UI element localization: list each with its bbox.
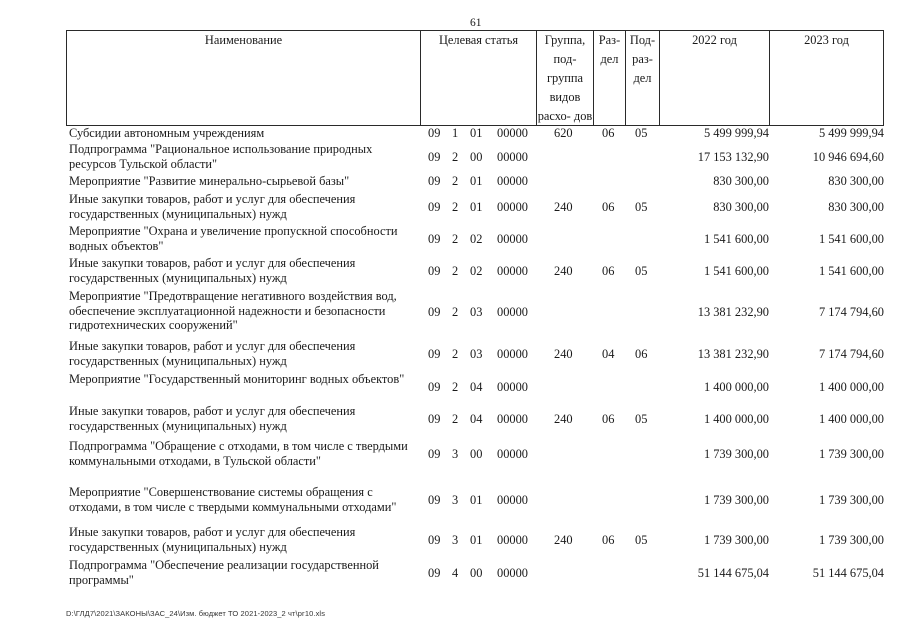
target-program: 09 bbox=[428, 174, 441, 188]
razdel-code: 04 bbox=[602, 347, 615, 361]
header-target-text: Целевая статья bbox=[438, 33, 519, 47]
row-name: Иные закупки товаров, работ и услуг для обеспечения государственных (муниципальных) нужд bbox=[69, 404, 356, 433]
value-2023: 7 174 794,60 bbox=[818, 305, 884, 319]
target-activity: 02 bbox=[470, 264, 483, 278]
value-2023: 7 174 794,60 bbox=[818, 347, 884, 361]
target-subprogram: 2 bbox=[452, 264, 459, 278]
target-activity: 00 bbox=[470, 447, 483, 461]
podrazdel-code: 05 bbox=[635, 126, 648, 140]
target-activity: 04 bbox=[470, 412, 483, 426]
target-subprogram: 2 bbox=[452, 380, 459, 394]
value-2022: 830 300,00 bbox=[713, 200, 769, 214]
header-group bbox=[536, 30, 593, 126]
row-name: Мероприятие "Государственный мониторинг водных объектов" bbox=[69, 372, 405, 386]
value-2022: 1 400 000,00 bbox=[703, 380, 769, 394]
value-2023: 10 946 694,60 bbox=[812, 150, 884, 164]
header-name bbox=[66, 30, 420, 126]
target-subprogram: 1 bbox=[452, 126, 459, 140]
target-program: 09 bbox=[428, 380, 441, 394]
row-name: Подпрограмма "Рациональное использование природных ресурсов Тульской области" bbox=[69, 142, 373, 171]
value-2022: 17 153 132,90 bbox=[697, 150, 769, 164]
target-subprogram: 2 bbox=[452, 412, 459, 426]
row-name: Подпрограмма "Обращение с отходами, в том числе с твердыми коммунальными отходами, в Тульской области" bbox=[69, 439, 408, 468]
target-direction: 00000 bbox=[497, 447, 528, 461]
header-podrazdel-text: Под- раз- дел bbox=[629, 33, 656, 85]
target-activity: 00 bbox=[470, 566, 483, 580]
value-2022: 1 739 300,00 bbox=[703, 447, 769, 461]
target-direction: 00000 bbox=[497, 264, 528, 278]
header-target bbox=[420, 30, 536, 126]
row-name: Мероприятие "Совершенствование системы обращения с отходами, в том числе с твердыми коммунальными отходами" bbox=[69, 485, 397, 514]
row-name: Иные закупки товаров, работ и услуг для обеспечения государственных (муниципальных) нужд bbox=[69, 339, 356, 368]
target-program: 09 bbox=[428, 493, 441, 507]
target-direction: 00000 bbox=[497, 566, 528, 580]
target-subprogram: 2 bbox=[452, 347, 459, 361]
group-code: 240 bbox=[554, 533, 573, 547]
target-subprogram: 2 bbox=[452, 174, 459, 188]
value-2023: 51 144 675,04 bbox=[812, 566, 884, 580]
target-direction: 00000 bbox=[497, 533, 528, 547]
target-program: 09 bbox=[428, 566, 441, 580]
target-subprogram: 2 bbox=[452, 305, 459, 319]
value-2022: 1 739 300,00 bbox=[703, 493, 769, 507]
target-subprogram: 3 bbox=[452, 493, 459, 507]
podrazdel-code: 06 bbox=[635, 347, 648, 361]
value-2022: 13 381 232,90 bbox=[697, 347, 769, 361]
value-2022: 1 541 600,00 bbox=[703, 232, 769, 246]
target-program: 09 bbox=[428, 232, 441, 246]
value-2022: 51 144 675,04 bbox=[697, 566, 769, 580]
target-activity: 00 bbox=[470, 150, 483, 164]
podrazdel-code: 05 bbox=[635, 264, 648, 278]
header-2023 bbox=[769, 30, 884, 126]
target-program: 09 bbox=[428, 533, 441, 547]
row-name: Субсидии автономным учреждениям bbox=[69, 126, 265, 140]
value-2023: 830 300,00 bbox=[828, 174, 884, 188]
target-subprogram: 3 bbox=[452, 533, 459, 547]
target-direction: 00000 bbox=[497, 174, 528, 188]
page-number: 61 bbox=[470, 17, 482, 29]
target-activity: 01 bbox=[470, 174, 483, 188]
value-2023: 1 400 000,00 bbox=[818, 380, 884, 394]
value-2023: 5 499 999,94 bbox=[818, 126, 884, 140]
value-2023: 1 400 000,00 bbox=[818, 412, 884, 426]
header-2023-text: 2023 год bbox=[804, 33, 849, 47]
group-code: 240 bbox=[554, 264, 573, 278]
value-2022: 13 381 232,90 bbox=[697, 305, 769, 319]
header-group-text: Группа, под- группа видов расхо- дов bbox=[537, 33, 593, 123]
row-name: Иные закупки товаров, работ и услуг для обеспечения государственных (муниципальных) нужд bbox=[69, 256, 356, 285]
target-subprogram: 3 bbox=[452, 447, 459, 461]
header-razdel bbox=[593, 30, 625, 126]
razdel-code: 06 bbox=[602, 533, 615, 547]
value-2023: 1 739 300,00 bbox=[818, 447, 884, 461]
value-2022: 1 739 300,00 bbox=[703, 533, 769, 547]
target-direction: 00000 bbox=[497, 412, 528, 426]
target-direction: 00000 bbox=[497, 380, 528, 394]
target-subprogram: 2 bbox=[452, 200, 459, 214]
value-2023: 1 541 600,00 bbox=[818, 264, 884, 278]
target-program: 09 bbox=[428, 347, 441, 361]
target-direction: 00000 bbox=[497, 126, 528, 140]
target-subprogram: 2 bbox=[452, 150, 459, 164]
target-activity: 01 bbox=[470, 126, 483, 140]
target-activity: 01 bbox=[470, 200, 483, 214]
podrazdel-code: 05 bbox=[635, 533, 648, 547]
row-name: Подпрограмма "Обеспечение реализации государственной программы" bbox=[69, 558, 379, 587]
target-program: 09 bbox=[428, 200, 441, 214]
razdel-code: 06 bbox=[602, 412, 615, 426]
value-2022: 1 541 600,00 bbox=[703, 264, 769, 278]
target-program: 09 bbox=[428, 305, 441, 319]
group-code: 240 bbox=[554, 347, 573, 361]
row-name: Мероприятие "Развитие минерально-сырьевой базы" bbox=[69, 174, 350, 188]
target-program: 09 bbox=[428, 412, 441, 426]
target-program: 09 bbox=[428, 447, 441, 461]
target-direction: 00000 bbox=[497, 493, 528, 507]
target-direction: 00000 bbox=[497, 232, 528, 246]
group-code: 240 bbox=[554, 200, 573, 214]
value-2022: 1 400 000,00 bbox=[703, 412, 769, 426]
header-2022-text: 2022 год bbox=[692, 33, 737, 47]
podrazdel-code: 05 bbox=[635, 412, 648, 426]
header-razdel-text: Раз- дел bbox=[598, 33, 621, 66]
row-name: Иные закупки товаров, работ и услуг для обеспечения государственных (муниципальных) нужд bbox=[69, 525, 356, 554]
header-podrazdel bbox=[625, 30, 659, 126]
target-direction: 00000 bbox=[497, 347, 528, 361]
target-activity: 02 bbox=[470, 232, 483, 246]
value-2023: 1 739 300,00 bbox=[818, 533, 884, 547]
target-activity: 03 bbox=[470, 305, 483, 319]
value-2022: 830 300,00 bbox=[713, 174, 769, 188]
target-activity: 01 bbox=[470, 493, 483, 507]
target-subprogram: 4 bbox=[452, 566, 459, 580]
razdel-code: 06 bbox=[602, 126, 615, 140]
target-subprogram: 2 bbox=[452, 232, 459, 246]
group-code: 240 bbox=[554, 412, 573, 426]
row-name: Мероприятие "Охрана и увеличение пропускной способности водных объектов" bbox=[69, 224, 398, 253]
target-program: 09 bbox=[428, 264, 441, 278]
group-code: 620 bbox=[554, 126, 573, 140]
razdel-code: 06 bbox=[602, 200, 615, 214]
row-name: Мероприятие "Предотвращение негативного воздействия вод, обеспечение эксплуатационной надежности и безопасности гидротехнических сооружений" bbox=[69, 289, 397, 332]
value-2023: 1 739 300,00 bbox=[818, 493, 884, 507]
target-program: 09 bbox=[428, 150, 441, 164]
podrazdel-code: 05 bbox=[635, 200, 648, 214]
file-path-footer: D:\ГЛД7\2021\ЗАКОНЫ\ЗАС_24\Изм. бюджет ТО 2021-2023_2 чт\рг10.xls bbox=[66, 609, 326, 618]
value-2022: 5 499 999,94 bbox=[703, 126, 769, 140]
target-program: 09 bbox=[428, 126, 441, 140]
value-2023: 830 300,00 bbox=[828, 200, 884, 214]
target-direction: 00000 bbox=[497, 150, 528, 164]
header-2022 bbox=[659, 30, 769, 126]
target-activity: 01 bbox=[470, 533, 483, 547]
row-name: Иные закупки товаров, работ и услуг для обеспечения государственных (муниципальных) нужд bbox=[69, 192, 356, 221]
target-activity: 03 bbox=[470, 347, 483, 361]
target-direction: 00000 bbox=[497, 305, 528, 319]
value-2023: 1 541 600,00 bbox=[818, 232, 884, 246]
target-activity: 04 bbox=[470, 380, 483, 394]
header-name-text: Наименование bbox=[204, 33, 283, 47]
razdel-code: 06 bbox=[602, 264, 615, 278]
target-direction: 00000 bbox=[497, 200, 528, 214]
